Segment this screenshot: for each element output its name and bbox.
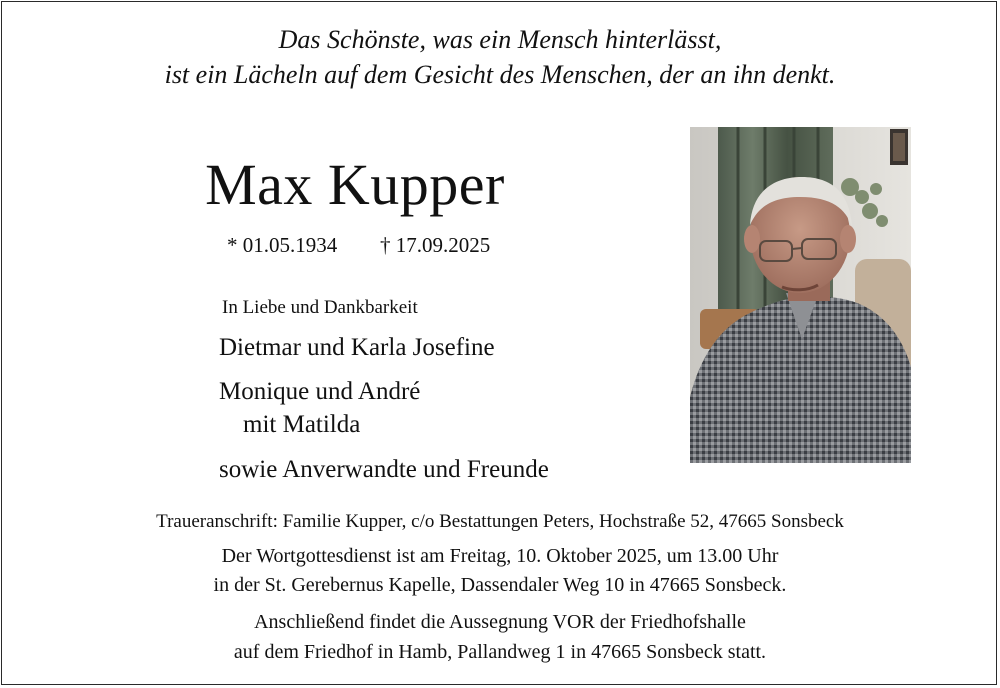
- quote-line-2: ist ein Lächeln auf dem Gesicht des Menschen, der an ihn denkt.: [164, 60, 836, 89]
- mourner-line-3: mit Matilda: [243, 411, 361, 438]
- service-line-4: auf dem Friedhof in Hamb, Pallandweg 1 in 47665 Sonsbeck statt.: [233, 641, 767, 663]
- deceased-name: Max Kupper: [205, 152, 505, 217]
- mourner-line-1: Dietmar und Karla Josefine: [219, 334, 495, 361]
- service-line-1: Der Wortgottesdienst ist am Freitag, 10. Oktober 2025, um 13.00 Uhr: [221, 545, 779, 567]
- portrait-photo: [690, 127, 911, 463]
- mourning-address: Traueranschrift: Familie Kupper, c/o Bestattungen Peters, Hochstraße 52, 47665 Sonsbeck: [156, 511, 844, 532]
- birth-date: * 01.05.1934: [227, 233, 338, 257]
- quote-line-1: Das Schönste, was ein Mensch hinterlässt,: [278, 25, 722, 54]
- mourner-line-4: sowie Anverwandte und Freunde: [219, 456, 549, 483]
- mourner-line-2: Monique und André: [219, 378, 421, 405]
- death-date: † 17.09.2025: [380, 233, 491, 257]
- mourners-intro: In Liebe und Dankbarkeit: [222, 297, 418, 318]
- service-line-3: Anschließend findet die Aussegnung VOR der Friedhofshalle: [254, 611, 746, 633]
- service-line-2: in der St. Gerebernus Kapelle, Dassendaler Weg 10 in 47665 Sonsbeck.: [213, 574, 787, 596]
